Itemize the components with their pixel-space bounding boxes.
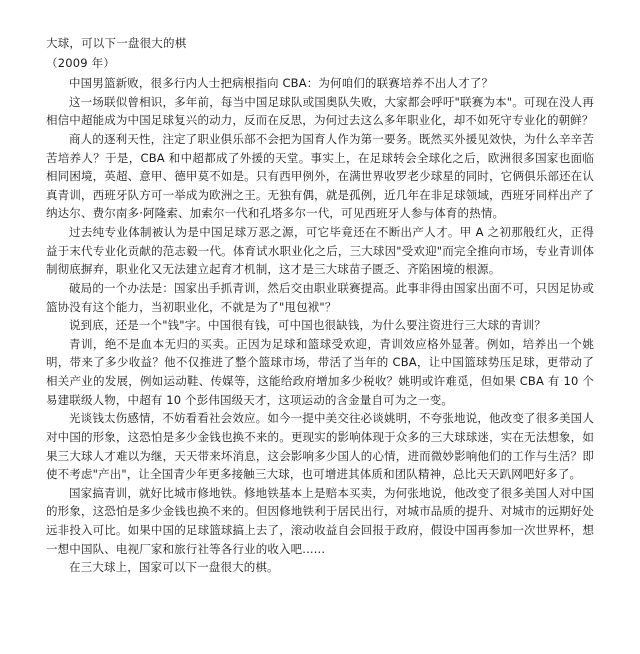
paragraph: 破局的一个办法是：国家出手抓青训，然后交由职业联赛提高。此事非得由国家出面不可，只因足协或篮协没有这个能力，当初职业化，不就是为了"甩包袱"？ <box>46 280 594 314</box>
paragraph: 中国男篮新败，很多行内人士把病根指向 CBA：为何咱们的联赛培养不出人才了？ <box>69 76 494 91</box>
page-title: 大球，可以下一盘很大的棋 <box>46 36 187 50</box>
paragraph: 说到底，还是一个"钱"字。中国很有钱，可中国也很缺钱，为什么要注资进行三大球的青训？ <box>69 318 546 333</box>
paragraph: 在三大球上，国家可以下一盘很大的棋。 <box>69 560 279 575</box>
paragraph: 青训，绝不是血本无归的买卖。正因为足球和篮球受欢迎，青训效应格外显著。例如，培养出一个姚明，带来了多少收益？他不仅推进了整个篮球市场，带活了当年的 CBA，让中国篮球势压足球，更带动了相关产业的发展，例如运动鞋、传媒等，这能给政府增加多少税收？姚明或许难觅，但如果 CBA 有 10 个易建联级人物，中超有 10 个彭伟国级天才，这项运动的含金量自可为之一变。 <box>46 336 594 407</box>
paragraph: 这一场联似曾相识，多年前，每当中国足球队或国奥队失败，大家都会呼吁"联赛为本"。可现在没人再相信中超能成为中国足球复兴的动力，反而在反思，为何过去这么多年职业化，却不如死守专业化的朝鲜？ <box>46 94 594 128</box>
document-date: （2009 年） <box>46 55 116 70</box>
paragraph: 商人的逐利天性，注定了职业俱乐部不会把为国育人作为第一要务。既然买外援见效快，为什么辛辛苦苦培养人？于是，CBA 和中超都成了外援的天堂。事实上，在足球转会全球化之后，欧洲很多国家也面临相同困境，英超、意甲、德甲莫不如是。只有西甲例外，在满世界收罗老少球星的同时，它俩俱乐部还在认真青训，西班牙队方可一举成为欧洲之王。无独有偶，就是孤例，近几年在非足球领域，西班牙同样出产了纳达尔、费尔南多·阿隆索、加索尔一代和孔塔多尔一代，可见西班牙人参与体育的热情。 <box>46 131 594 221</box>
paragraph: 光谈钱太伤感情，不妨看看社会效应。如今一提中美交往必谈姚明，不夸张地说，他改变了很多美国人对中国的形象，这恐怕是多少金钱也换不来的。更现实的影响体现于众多的三大球球迷，实在无法想象，如果三大球人才难以为继，天天带来坏消息，这会影响多少国人的心情，进而微妙影响他们的工作与生活？即使不考虑"产出"，让全国青少年更多接触三大球，也可增进其体质和团队精神，总比天天趴网吧好多了。 <box>46 411 594 482</box>
paragraph: 过去纯专业体制被认为是中国足球万恶之源，可它毕竟还在不断出产人才。甲 A 之初那般红火，正得益于末代专业化贡献的范志毅一代。体育试水职业化之后，三大球因"受欢迎"而完全推向市场，专业青训体制彻底摒弃，职业化又无法建立起育才机制，这才是三大球苗子匮乏、齐陷困境的根源。 <box>46 225 594 277</box>
paragraph: 国家搞青训，就好比城市修地铁。修地铁基本上是赔本买卖，为何张地说，他改变了很多美国人对中国的形象，这恐怕是多少金钱也换不来的。但因修地铁利于居民出行，对城市品质的提升、对城市的远期好处远非投入可比。如果中国的足球篮球搞上去了，滚动收益自会回报于政府，假设中国再参加一次世界杯，想一想中国队、电视厂家和旅行社等各行业的收入吧...... <box>46 485 594 556</box>
